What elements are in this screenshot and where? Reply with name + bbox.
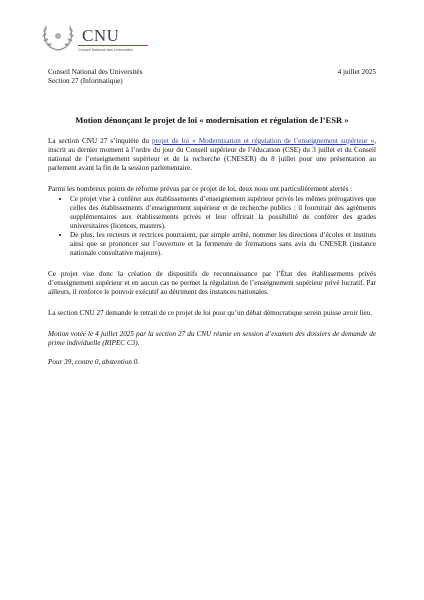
vote-count: Pour 39, contre 0, abstention 0.	[48, 358, 140, 366]
bill-link[interactable]: projet de loi « Modernisation et régulation de l’enseignement supérieur »	[151, 137, 375, 145]
logo-subtitle: Conseil National des Universités	[78, 48, 133, 52]
paragraph-1-before: La section CNU 27 s’inquiète du	[48, 137, 152, 145]
document-title: Motion dénonçant le projet de loi « modernisation et régulation de l’ESR »	[75, 115, 349, 125]
header-org: Conseil National des Universités	[48, 68, 143, 76]
paragraph-1-after: , inscrit au dernier moment à l’ordre du jour du Conseil supérieur de l’éducation (CSE) du 3 juillet et du Conseil national de l’enseignement supérieur et de la recherche (CNESER) du 8 juillet pour une présentation au parlement avant la fin de la session parlementaire.	[48, 137, 376, 172]
concerns-list	[48, 195, 376, 258]
paragraph-1	[48, 137, 376, 173]
paragraph-2: Parmi les nombreux points de réforme prévus par ce projet de loi, deux nous ont particulièrement alertés :	[48, 185, 353, 193]
laurel-icon	[38, 20, 78, 54]
logo-rule	[78, 45, 148, 46]
header-section: Section 27 (Informatique)	[48, 77, 123, 85]
logo-name: CNU	[82, 26, 120, 45]
cnu-logo	[38, 20, 148, 58]
document-body	[48, 68, 376, 367]
header	[48, 68, 376, 86]
paragraph-4: La section CNU 27 demande le retrait de ce projet de loi pour qu’un débat démocratique serein puisse avoir lieu.	[48, 309, 373, 317]
list-item: • Ce projet vise à conférer aux établissements d’enseignement supérieur privés les mêmes prérogatives que celles des établissements d’enseignement supérieur et de recherche publics : il fournirait des agréments supplémentaires aux établissements privés et leur offrirait la possibilité de conférer des grades universitaires (licences, masters).	[70, 195, 376, 231]
list-item: • De plus, les recteurs et rectrices pourraient, par simple arrêté, nommer les directions d’écoles et instituts ainsi que se prononcer sur l’ouverture et la fermeture de formations sans avis du CNESER (instance nationale consultative majeure).	[70, 231, 376, 258]
header-date: 4 juillet 2025	[337, 68, 376, 76]
vote-statement: Motion votée le 4 juillet 2025 par la section 27 du CNU réunie en session d’examen des dossiers de demande de prime individuelle (RIPEC C3).	[48, 330, 376, 347]
header-sender	[48, 68, 142, 86]
paragraph-3: Ce projet vise donc la création de dispositifs de reconnaissance par l’État des établissements privés d’enseignement supérieur et en aucun cas ne permet la régulation de l’enseignement supérieur privé lucratif. Par ailleurs, il renforce le pouvoir exécutif au détriment des instances nationales.	[48, 270, 376, 296]
